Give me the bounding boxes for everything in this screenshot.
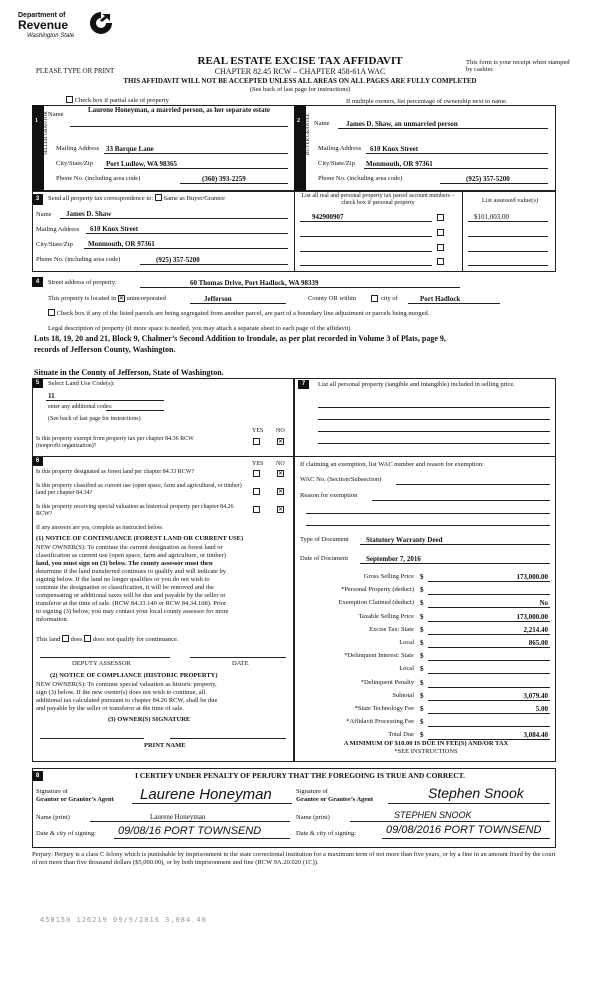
section-8-number: 8 (32, 771, 43, 781)
fee-line (428, 647, 550, 648)
buyer-mail-label: Mailing Address (318, 145, 362, 152)
partial-sale-label: Check box if partial sale of property (74, 97, 169, 104)
does-not-label: does not qualify for continuance. (92, 636, 179, 643)
located-row (48, 295, 166, 302)
fee-value[interactable]: No (539, 599, 548, 607)
street-label: Street address of property: (48, 279, 117, 286)
personal-property-checkbox-1[interactable] (437, 214, 444, 221)
grantee-sig-label-1: Signature of (296, 788, 328, 795)
does-checkbox[interactable] (62, 635, 69, 642)
seller-mail-line (104, 153, 288, 154)
if-yes-note: If any answers are yes, complete as instructed below. (36, 525, 164, 531)
forest-yes-checkbox[interactable] (253, 470, 260, 477)
fee-currency: $ (420, 586, 424, 594)
notice-1-line-10: information. (36, 616, 69, 623)
fee-label: Local (399, 665, 414, 672)
notice-2-line-2: sign (3) below. If the new owner(s) does not wish to continue, all (36, 689, 206, 696)
partial-sale-row (66, 97, 169, 104)
send-correspondence (48, 195, 225, 202)
owner-sig-line-1 (40, 738, 144, 739)
personal-line-3 (318, 431, 550, 432)
fee-line (428, 660, 550, 661)
owner-sig-line-2 (170, 738, 286, 739)
deputy-assessor-label: DEPUTY ASSESSOR (72, 660, 131, 667)
s3-city-label: City/State/Zip (36, 241, 73, 248)
fee-line (428, 594, 550, 595)
fee-currency: $ (420, 599, 424, 607)
county-value[interactable]: Jefferson (204, 295, 232, 303)
personal-property-checkbox-3[interactable] (437, 244, 444, 251)
see-back-note: (See back of last page for instructions) (249, 86, 351, 93)
partial-sale-checkbox[interactable] (66, 96, 73, 103)
fee-label: Gross Selling Price (363, 573, 414, 580)
doc-date-line (360, 563, 550, 564)
segregation-row (48, 310, 429, 317)
seller-mail-label: Mailing Address (56, 145, 100, 152)
assessed-value[interactable]: $101,003.00 (474, 213, 509, 221)
continuance-row (36, 636, 179, 643)
section-7-number: 7 (298, 380, 309, 389)
notice-1-line-1: NEW OWNER(S): To continue the current designation as forest land or (36, 544, 223, 551)
notice-2-line-3: additional tax calculated pursuant to chapter 84.26 RCW, shall be due (36, 697, 218, 704)
grantee-name-line (350, 821, 550, 822)
notice-1-line-3: land, you must sign on (3) below. The county assessor must then (36, 560, 213, 567)
street-line (140, 287, 460, 288)
city-checkbox[interactable] (371, 295, 378, 302)
fee-line (428, 700, 550, 701)
legal-line-1[interactable]: Lots 18, 19, 20 and 21, Block 9, Chalmer’s Second Addition to Irondale, as per plat recorded in Volume 3 of Plats, page 9, (34, 334, 446, 343)
exempt-question: Is this property exempt from property tax per chapter 84.36 RCW (nonprofit organization)? (36, 436, 194, 449)
historic-no-checkbox[interactable]: ✕ (278, 506, 284, 513)
deputy-line (40, 657, 170, 658)
fee-line (428, 687, 550, 688)
grantor-sig-label-1: Signature of (36, 788, 68, 795)
grantor-sig-label-2: Grantor or Grantor’s Agent (36, 796, 114, 803)
parcel-line-1 (300, 221, 432, 222)
fee-currency: $ (420, 573, 424, 581)
wac-line (396, 484, 550, 485)
parcel-number[interactable]: 942900907 (312, 213, 344, 221)
fee-value[interactable]: 173,000.00 (516, 573, 548, 581)
parcel-header: List all real and personal property tax parcel account numbers – check box if personal property (301, 193, 455, 206)
exemption-claim-label: If claiming an exemption, list WAC number and reason for exemption: (300, 461, 484, 468)
fee-currency: $ (420, 705, 424, 713)
land-use-see-back: (See back of last page for instructions) (48, 416, 141, 422)
s3-mail-label: Mailing Address (36, 226, 80, 233)
notice-2-line-1: NEW OWNER(S): To continue special valuation as historic property, (36, 681, 217, 688)
doc-date-value[interactable]: September 7, 2016 (366, 555, 421, 563)
notice-1-line-7: compensating or additional taxes will be due and payable by the seller or (36, 592, 226, 599)
notice-2-title: (2) NOTICE OF COMPLIANCE (HISTORIC PROPERTY) (50, 672, 218, 679)
current-use-question: Is this property classified as current use (open space, farm and agricultural, or timber) land per chapter 84.34? (36, 483, 242, 496)
exempt-yes-checkbox[interactable] (253, 438, 260, 445)
fee-label: *Affidavit Processing Fee (346, 718, 414, 725)
located-label: This property is located in (48, 295, 117, 302)
logo-state: Washington State (27, 33, 75, 39)
reason-line-3 (306, 525, 550, 526)
notice-2-line-4: and payable by the seller or transferor at the time of sale. (36, 705, 184, 712)
dor-emblem-icon (88, 10, 114, 36)
grantor-sig-line (132, 803, 292, 804)
grantee-date-line (382, 838, 550, 839)
seller-name-label: Name (48, 111, 64, 118)
land-use-label: Select Land Use Code(s): (48, 380, 115, 387)
buyer-name-value[interactable]: James D. Shaw, an unmarried person (346, 120, 458, 128)
grantee-date-label: Date & city of signing: (296, 830, 356, 837)
see-instructions: *SEE INSTRUCTIONS (394, 748, 458, 755)
fee-label: Excise Tax: State (369, 626, 414, 633)
county-line (190, 303, 286, 304)
current-use-yes-checkbox[interactable] (253, 488, 260, 495)
personal-line-1 (318, 407, 550, 408)
parcel-line-4 (300, 265, 432, 266)
current-use-no-checkbox[interactable]: ✕ (278, 488, 284, 495)
grantor-signature[interactable]: Laurene Honeyman (140, 786, 272, 803)
fee-currency: $ (420, 665, 424, 673)
segregation-checkbox[interactable] (48, 309, 55, 316)
grantor-date-label: Date & city of signing: (36, 830, 96, 837)
seller-city-label: City/State/Zip (56, 160, 93, 167)
unincorporated-checkbox[interactable]: ✕ (118, 295, 124, 302)
logo-dept: Department of (18, 12, 66, 19)
form-title: REAL ESTATE EXCISE TAX AFFIDAVIT (197, 55, 403, 67)
fee-label: Exemption Claimed (deduct) (338, 599, 414, 606)
land-use-value[interactable]: 11 (48, 392, 55, 400)
send-label: Send all property tax correspondence to: (48, 195, 154, 202)
fee-label: Subtotal (392, 692, 414, 699)
notice-1-line-5: signing below. If the land no longer qualifies or you do not wish to (36, 576, 210, 583)
buyer-city-value[interactable]: Monmouth, OR 97361 (366, 160, 433, 168)
receipt-note: This form is your receipt when stamped by cashier. (466, 59, 570, 74)
personal-property-label: List all personal property (tangible and intangible) included in selling price. (318, 381, 515, 388)
s3-mail-line (86, 233, 288, 234)
doc-type-line (360, 544, 550, 545)
fee-currency: $ (420, 731, 424, 739)
legal-label: Legal description of property (if more space is needed, you may attach a separate sheet to each page of the affidavit) (48, 325, 351, 332)
seller-side-label: SELLER GRANTOR (44, 111, 49, 155)
same-as-buyer-checkbox[interactable] (155, 194, 162, 201)
situate-line[interactable]: Situate in the County of Jefferson, State of Washington. (34, 368, 224, 377)
section-2-number: 2 (297, 118, 300, 124)
additional-codes-label: enter any additional codes: (48, 404, 113, 410)
assessed-line-2 (468, 236, 548, 237)
buyer-mail-value[interactable]: 610 Knox Street (370, 145, 419, 153)
seller-phone-line (180, 183, 288, 184)
section-4-number: 4 (32, 277, 43, 287)
deputy-date-line (190, 657, 286, 658)
personal-property-checkbox-4[interactable] (437, 258, 444, 265)
forest-question: Is this property designated as forest land per chapter 84.33 RCW? (36, 469, 195, 475)
s5-no-header: NO (276, 428, 285, 434)
print-name-label: PRINT NAME (144, 742, 186, 749)
historic-yes-checkbox[interactable] (253, 506, 260, 513)
personal-property-checkbox-2[interactable] (437, 229, 444, 236)
grantor-date-line (114, 838, 290, 839)
buyer-phone-label: Phone No. (including area code) (318, 175, 403, 182)
seller-mail-value[interactable]: 33 Barque Lane (106, 145, 154, 153)
section-3-divider-2 (462, 191, 463, 272)
fee-currency: $ (420, 652, 424, 660)
parcel-line-3 (300, 251, 432, 252)
county-within-label: County OR within (308, 295, 357, 302)
s3-phone-line (140, 264, 288, 265)
seller-phone-label: Phone No. (including area code) (56, 175, 141, 182)
section-3-number: 3 (32, 194, 43, 205)
same-as-buyer-label: Same as Buyer/Grantee (163, 195, 225, 202)
historic-question: Is this property receiving special valuation as historical property per chapter 84.26 RCW? (36, 504, 234, 517)
section-1-number: 1 (35, 118, 38, 124)
fee-currency: $ (420, 718, 424, 726)
s6-yes-header: YES (252, 461, 264, 467)
fee-label: *State Technology Fee (354, 705, 414, 712)
fee-line (428, 607, 550, 608)
s3-phone-value[interactable]: (925) 357-5200 (156, 256, 200, 264)
logo-revenue: Revenue (18, 18, 69, 32)
assessed-header: List assessed value(s) (481, 197, 539, 204)
grantor-date-city[interactable]: 09/08/16 PORT TOWNSEND (118, 825, 262, 837)
fee-label: *Personal Property (deduct) (341, 586, 414, 593)
s3-name-value[interactable]: James D. Shaw (66, 210, 112, 218)
this-land-label: This land (36, 636, 61, 643)
buyer-name-line (338, 128, 548, 129)
buyer-city-label: City/State/Zip (318, 160, 355, 167)
street-value[interactable]: 60 Thomas Drive, Port Hadlock, WA 98339 (190, 279, 319, 287)
grantee-sig-label-2: Grantee or Grantee’s Agent (296, 796, 374, 803)
s3-city-value[interactable]: Monmouth, OR 97361 (88, 240, 155, 248)
additional-codes-line (106, 410, 164, 411)
fee-line (428, 621, 550, 622)
buyer-phone-value[interactable]: (925) 357-5200 (466, 175, 510, 183)
legal-line-2[interactable]: records of Jefferson County, Washington. (34, 345, 176, 354)
fee-currency: $ (420, 692, 424, 700)
fee-value[interactable]: 173,000.00 (516, 613, 548, 621)
section-6-number: 6 (32, 457, 43, 466)
seller-city-line (104, 168, 288, 169)
notice-1-line-9: to signing (3) below, you may contact your local county assessor for more (36, 608, 229, 615)
multiple-owners-note: If multiple owners, list percentage of ownership next to name. (346, 98, 508, 105)
seller-side-bar (32, 105, 44, 191)
doc-type-value[interactable]: Statutory Warranty Deed (366, 536, 443, 544)
grantor-name-label: Name (print) (36, 814, 70, 821)
notice-1-line-6: continue the designation or classification, it will be removed and the (36, 584, 214, 591)
assessed-line-4 (468, 265, 548, 266)
fee-label: Local (399, 639, 414, 646)
buyer-side-label: BUYER GRANTEE (306, 113, 311, 155)
fee-value[interactable]: 865.00 (528, 639, 548, 647)
wac-label: WAC No. (Section/Subsection) (300, 476, 382, 483)
city-line (408, 303, 500, 304)
s3-phone-label: Phone No. (including area code) (36, 256, 121, 263)
personal-line-4 (318, 443, 550, 444)
fee-currency: $ (420, 679, 424, 687)
fee-line (428, 673, 550, 674)
fee-label: *Delinquent Penalty (360, 679, 414, 686)
s3-city-line (84, 248, 288, 249)
unincorporated-label: unincorporated (126, 295, 166, 302)
fee-label: *Delinquent Interest: State (344, 652, 414, 659)
grantee-name-label: Name (print) (296, 814, 330, 821)
buyer-side-bar (294, 105, 306, 191)
notice-1-line-4: determine if the land transferred continues to qualify and will indicate by (36, 568, 227, 575)
seller-city-value[interactable]: Port Ludlow, WA 98365 (106, 160, 178, 168)
parcel-line-2 (300, 236, 432, 237)
perjury-notice: Perjury: Perjury is a class C felony which is punishable by imprisonment in the state correctional institution for a maximum term of not more than five years, or by a fine in an amount fixed by the court of not more than five thousand dollars ($5,000.00), or by both imprisonment and fine (RCW 9A.20.020 (1C)). (32, 851, 556, 867)
does-not-checkbox[interactable] (84, 635, 91, 642)
reason-label: Reason for exemption (300, 492, 358, 499)
minimum-due: A MINIMUM OF $10.00 IS DUE IN FEE(S) AND/OR TAX (343, 740, 509, 747)
city-of-label: city of (381, 295, 398, 302)
form-warning: THIS AFFIDAVIT WILL NOT BE ACCEPTED UNLESS ALL AREAS ON ALL PAGES ARE FULLY COMPLETED (123, 77, 477, 85)
doc-date-label: Date of Document (300, 555, 349, 562)
s6-no-header: NO (276, 461, 285, 467)
seller-name-value[interactable]: Laurene Honeyman, a married person, as her separate estate (87, 106, 271, 114)
fee-line (428, 581, 550, 582)
grantor-name-line (90, 821, 290, 822)
grantee-signature[interactable]: Stephen Snook (428, 785, 524, 801)
buyer-mail-line (366, 153, 548, 154)
fee-currency: $ (420, 626, 424, 634)
assessed-line-1 (468, 221, 548, 222)
fee-line (428, 713, 550, 714)
buyer-name-label: Name (314, 120, 330, 127)
seller-name-line (70, 126, 288, 127)
fee-currency: $ (420, 613, 424, 621)
fee-line (428, 726, 550, 727)
buyer-phone-line (440, 183, 548, 184)
exempt-no-checkbox[interactable]: ✕ (278, 438, 284, 445)
fee-value[interactable]: 3,079.40 (523, 692, 548, 700)
grantee-sig-line (388, 803, 550, 804)
fee-label: Total Due (388, 731, 414, 738)
seller-phone-value[interactable]: (360) 393-2259 (202, 175, 246, 183)
personal-line-2 (318, 419, 550, 420)
grantee-print-name[interactable]: STEPHEN SNOOK (394, 810, 472, 820)
cashier-stamp: 458150 126219 09/9/2016 3,084.40 (40, 916, 207, 924)
notice-1-line-2: classification as current use (open space, farm and agriculture, or timber) (36, 552, 226, 559)
s3-mail-value[interactable]: 610 Knox Street (90, 225, 139, 233)
section-3-divider (294, 191, 295, 272)
fee-line (428, 634, 550, 635)
reason-line-2 (306, 513, 550, 514)
certify-statement: I CERTIFY UNDER PENALTY OF PERJURY THAT THE FOREGOING IS TRUE AND CORRECT. (134, 771, 465, 780)
city-value[interactable]: Port Hadlock (420, 295, 461, 303)
form-chapter: CHAPTER 82.45 RCW – CHAPTER 458-61A WAC (214, 67, 386, 76)
grantee-date-city[interactable]: 09/08/2016 PORT TOWNSEND (386, 824, 542, 836)
doc-type-label: Type of Document (300, 536, 349, 543)
fee-value[interactable]: 3,084.40 (523, 731, 548, 739)
fee-currency: $ (420, 639, 424, 647)
s5-yes-header: YES (252, 428, 264, 434)
notice-1-title: (1) NOTICE OF CONTINUANCE (FOREST LAND OR CURRENT USE) (36, 535, 244, 542)
fee-value[interactable]: 2,214.40 (523, 626, 548, 634)
fee-label: Taxable Selling Price (358, 613, 414, 620)
s3-name-line (60, 218, 288, 219)
s5-s6-divider (32, 456, 294, 457)
deputy-date-label: DATE (232, 660, 249, 667)
owner-signature-label: (3) OWNER(S) SIGNATURE (108, 716, 191, 723)
s7-divider (294, 456, 556, 457)
section-5-number: 5 (32, 379, 43, 388)
land-use-line (46, 400, 164, 401)
fee-value[interactable]: 5.00 (535, 705, 548, 713)
s3-name-label: Name (36, 211, 52, 218)
reason-line-1 (372, 500, 550, 501)
buyer-city-line (364, 168, 548, 169)
assessed-line-3 (468, 251, 548, 252)
segregation-label: Check box if any of the listed parcels are being segregated from another parcel, are part of a boundary line adjustment or parcels being merged. (56, 310, 430, 317)
notice-1-line-8: transferor at the time of sale. (RCW 84.33.140 or RCW 84.34.108). Prior (36, 600, 227, 607)
grantor-print-name[interactable]: Laurene Honeyman (150, 813, 206, 821)
does-label: does (70, 636, 83, 643)
forest-no-checkbox[interactable]: ✕ (278, 470, 284, 477)
please-type: PLEASE TYPE OR PRINT (36, 67, 115, 75)
